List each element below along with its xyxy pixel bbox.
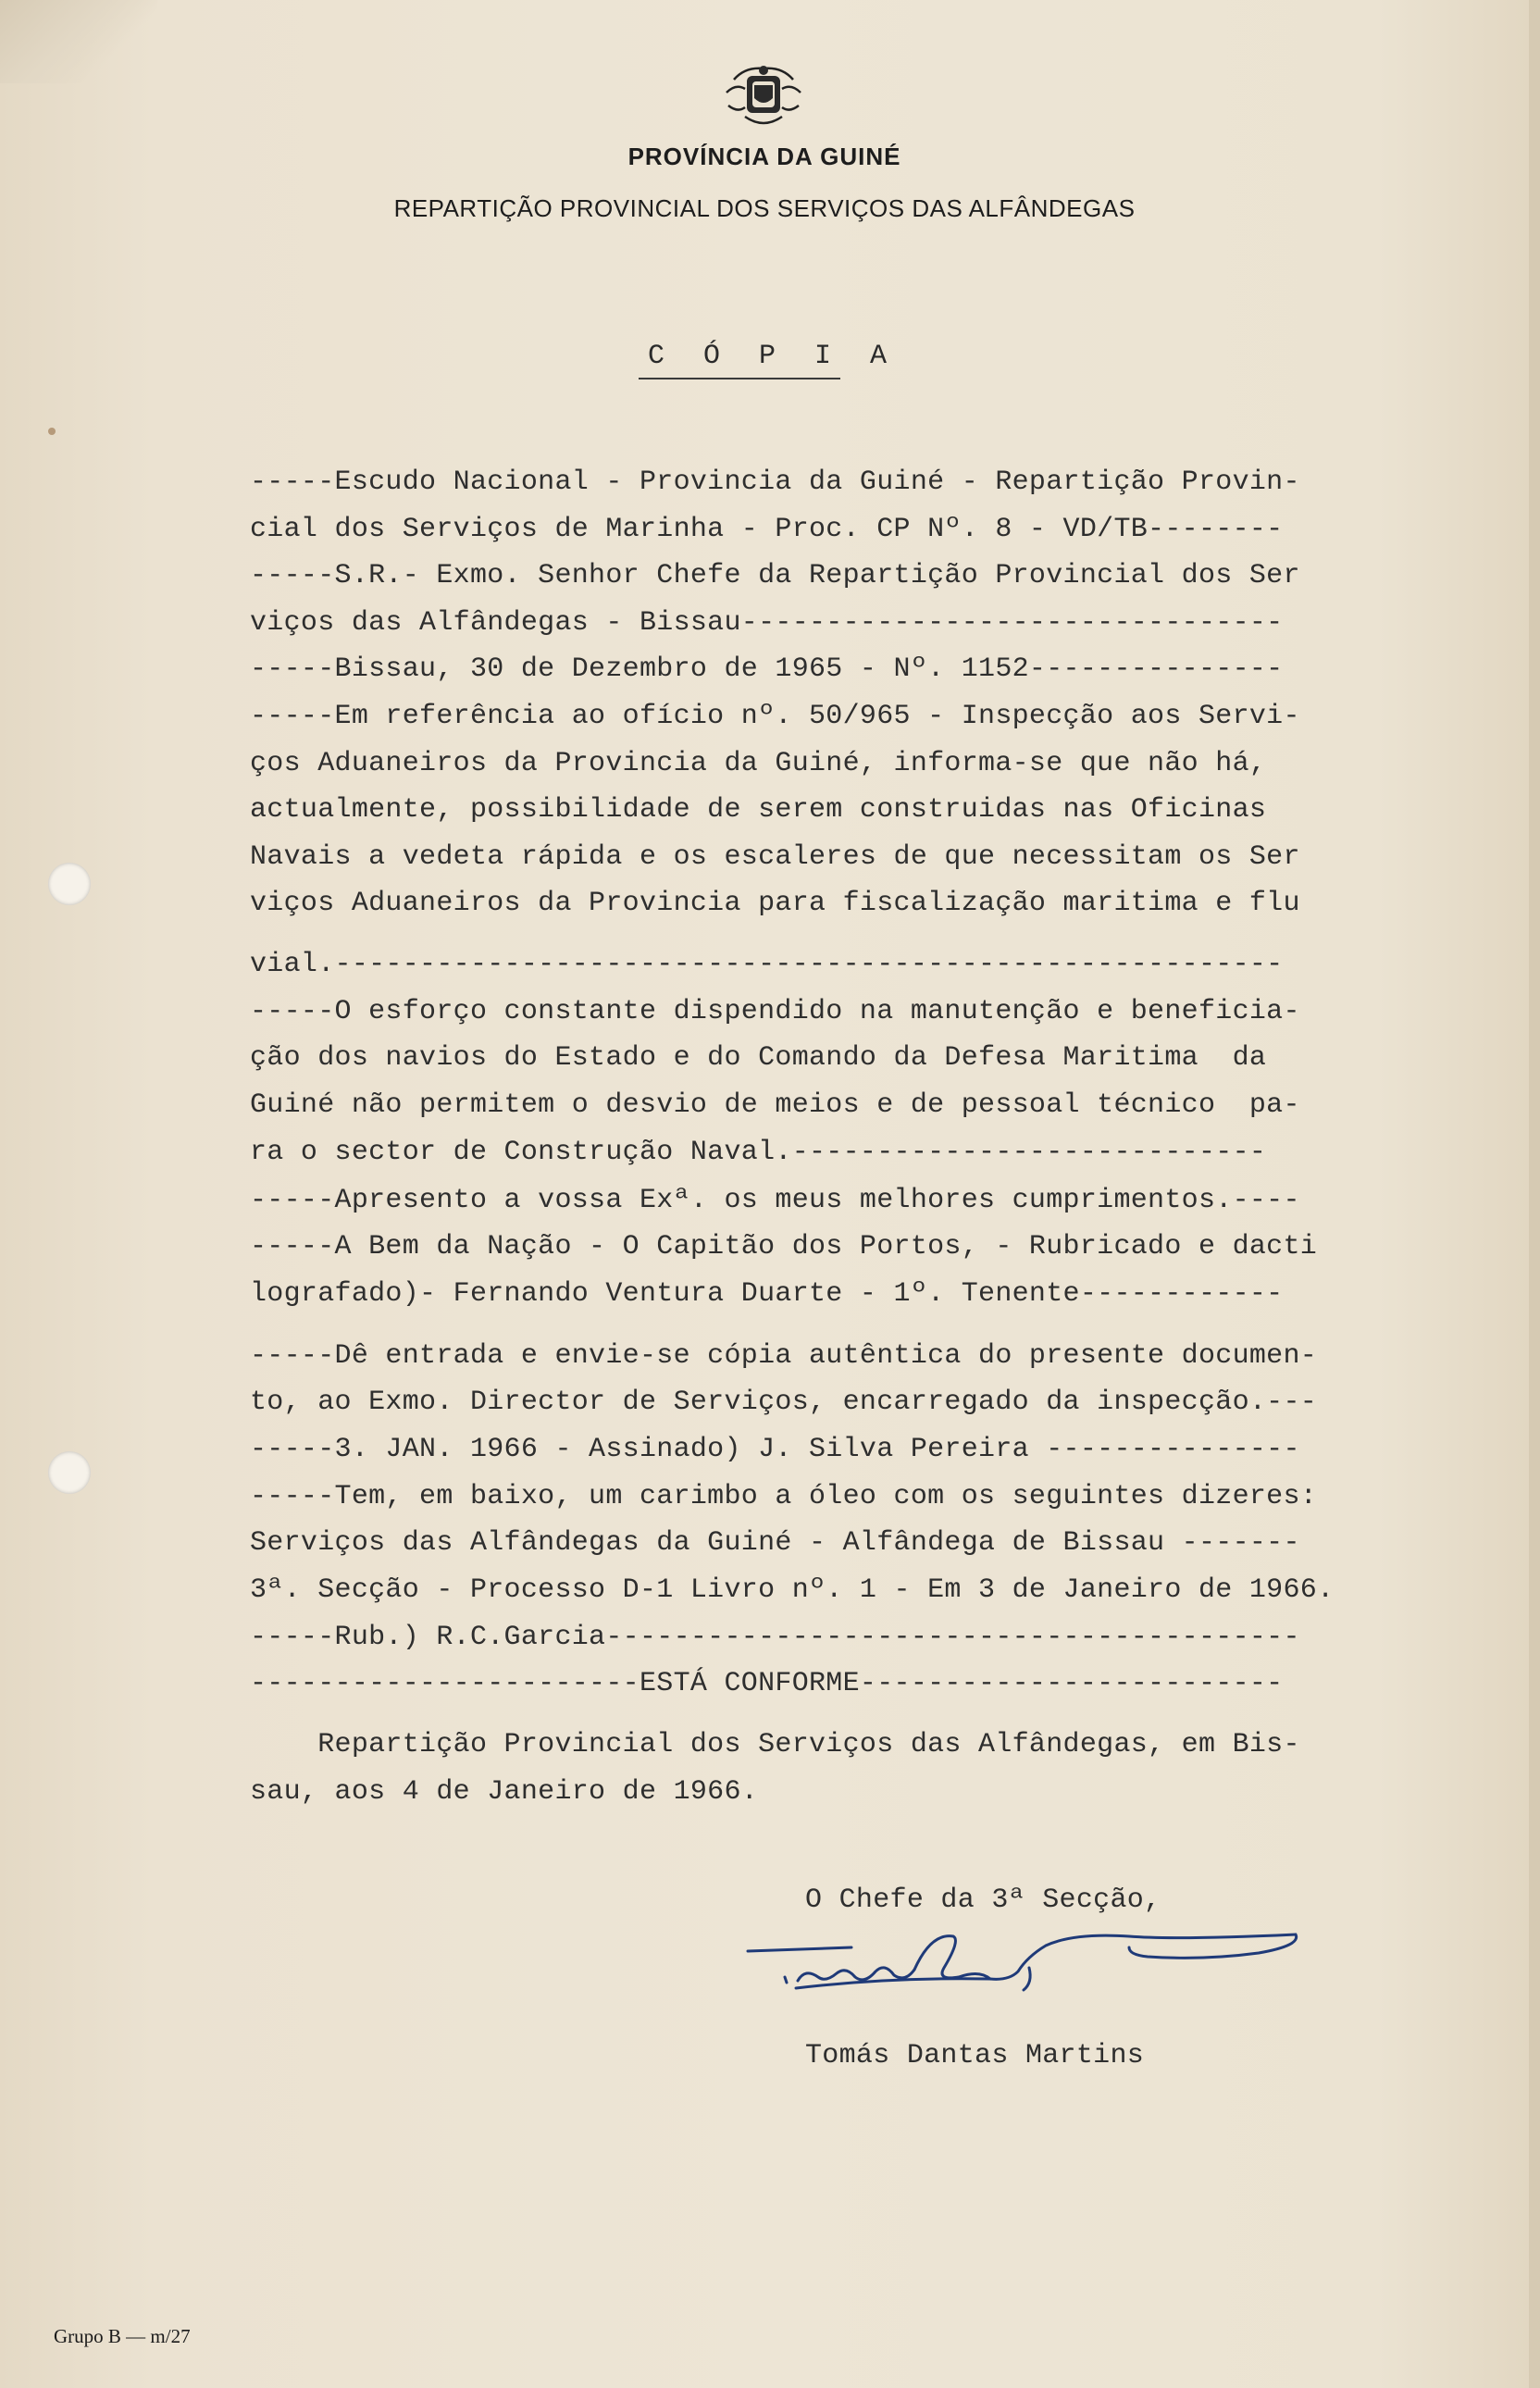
body-line: -----Rub.) R.C.Garcia----------------------------------------- [250,1622,1300,1653]
province-title: PROVÍNCIA DA GUINÉ [627,143,901,170]
body-line: cial dos Serviços de Marinha - Proc. CP Nº. 8 - VD/TB-------- [250,514,1284,545]
body-line: ra o sector de Construção Naval.---------------------------- [250,1137,1267,1168]
body-line: -----O esforço constante dispendido na manutenção e beneficia- [250,996,1300,1027]
body-line: -----Tem, em baixo, um carimbo a óleo com os seguintes dizeres: [250,1481,1318,1512]
signer-name: Tomás Dantas Martins [805,2040,1145,2071]
paper-mark [48,428,56,435]
body-line: -----Dê entrada e envie-se cópia autêntica do presente documen- [250,1340,1318,1372]
closing-line: Repartição Provincial dos Serviços das Alfândegas, em Bis- [250,1729,1300,1760]
body-line: ços Aduaneiros da Provincia da Guiné, informa-se que não há, [250,748,1267,779]
form-code: Grupo B — m/27 [54,2325,191,2347]
body-line: -----Bissau, 30 de Dezembro de 1965 - Nº. 1152--------------- [250,653,1284,685]
title-underline [639,378,840,379]
paper-edge [1529,0,1540,2388]
body-line: vial.-------------------------------------------------------- [250,949,1284,980]
body-line: lografado)- Fernando Ventura Duarte - 1º. Tenente------------ [250,1278,1284,1310]
body-line: -----------------------ESTÁ CONFORME------------------------- [250,1668,1284,1699]
punch-hole-bottom [48,1451,91,1494]
body-line: Guiné não permitem o desvio de meios e de pessoal técnico pa- [250,1089,1300,1121]
department-title: REPARTIÇÃO PROVINCIAL DOS SERVIÇOS DAS ALFÂNDEGAS [393,194,1136,222]
body-line: actualmente, possibilidade de serem construidas nas Oficinas [250,794,1267,826]
folded-corner [0,0,157,83]
body-line: viços das Alfândegas - Bissau-------------------------------- [250,607,1284,639]
body-line: -----Em referência ao ofício nº. 50/965 - Inspecção aos Servi- [250,701,1300,732]
closing-line: sau, aos 4 de Janeiro de 1966. [250,1776,759,1808]
body-line: 3ª. Secção - Processo D-1 Livro nº. 1 - Em 3 de Janeiro de 1966. [250,1574,1335,1606]
body-line: -----3. JAN. 1966 - Assinado) J. Silva Pereira --------------- [250,1434,1300,1465]
body-line: viços Aduaneiros da Provincia para fiscalização maritima e flu [250,888,1300,919]
body-line: to, ao Exmo. Director de Serviços, encarregado da inspecção.--- [250,1387,1318,1418]
handwritten-signature [740,1923,1314,2007]
body-line: Serviços das Alfândegas da Guiné - Alfândega de Bissau ------- [250,1527,1300,1559]
coat-of-arms-icon [717,61,810,131]
body-line: -----Escudo Nacional - Provincia da Guiné - Repartição Provin- [250,466,1300,498]
signer-role: O Chefe da 3ª Secção, [805,1884,1161,1916]
body-line: -----Apresento a vossa Exª. os meus melhores cumprimentos.---- [250,1185,1300,1216]
document-title: C Ó P I A [648,341,899,372]
body-line: Navais a vedeta rápida e os escaleres de que necessitam os Ser [250,841,1300,873]
body-line: ção dos navios do Estado e do Comando da Defesa Maritima da [250,1042,1267,1074]
body-line: -----A Bem da Nação - O Capitão dos Portos, - Rubricado e dacti [250,1231,1318,1262]
punch-hole-top [48,863,91,905]
body-line: -----S.R.- Exmo. Senhor Chefe da Repartição Provincial dos Ser [250,560,1300,591]
